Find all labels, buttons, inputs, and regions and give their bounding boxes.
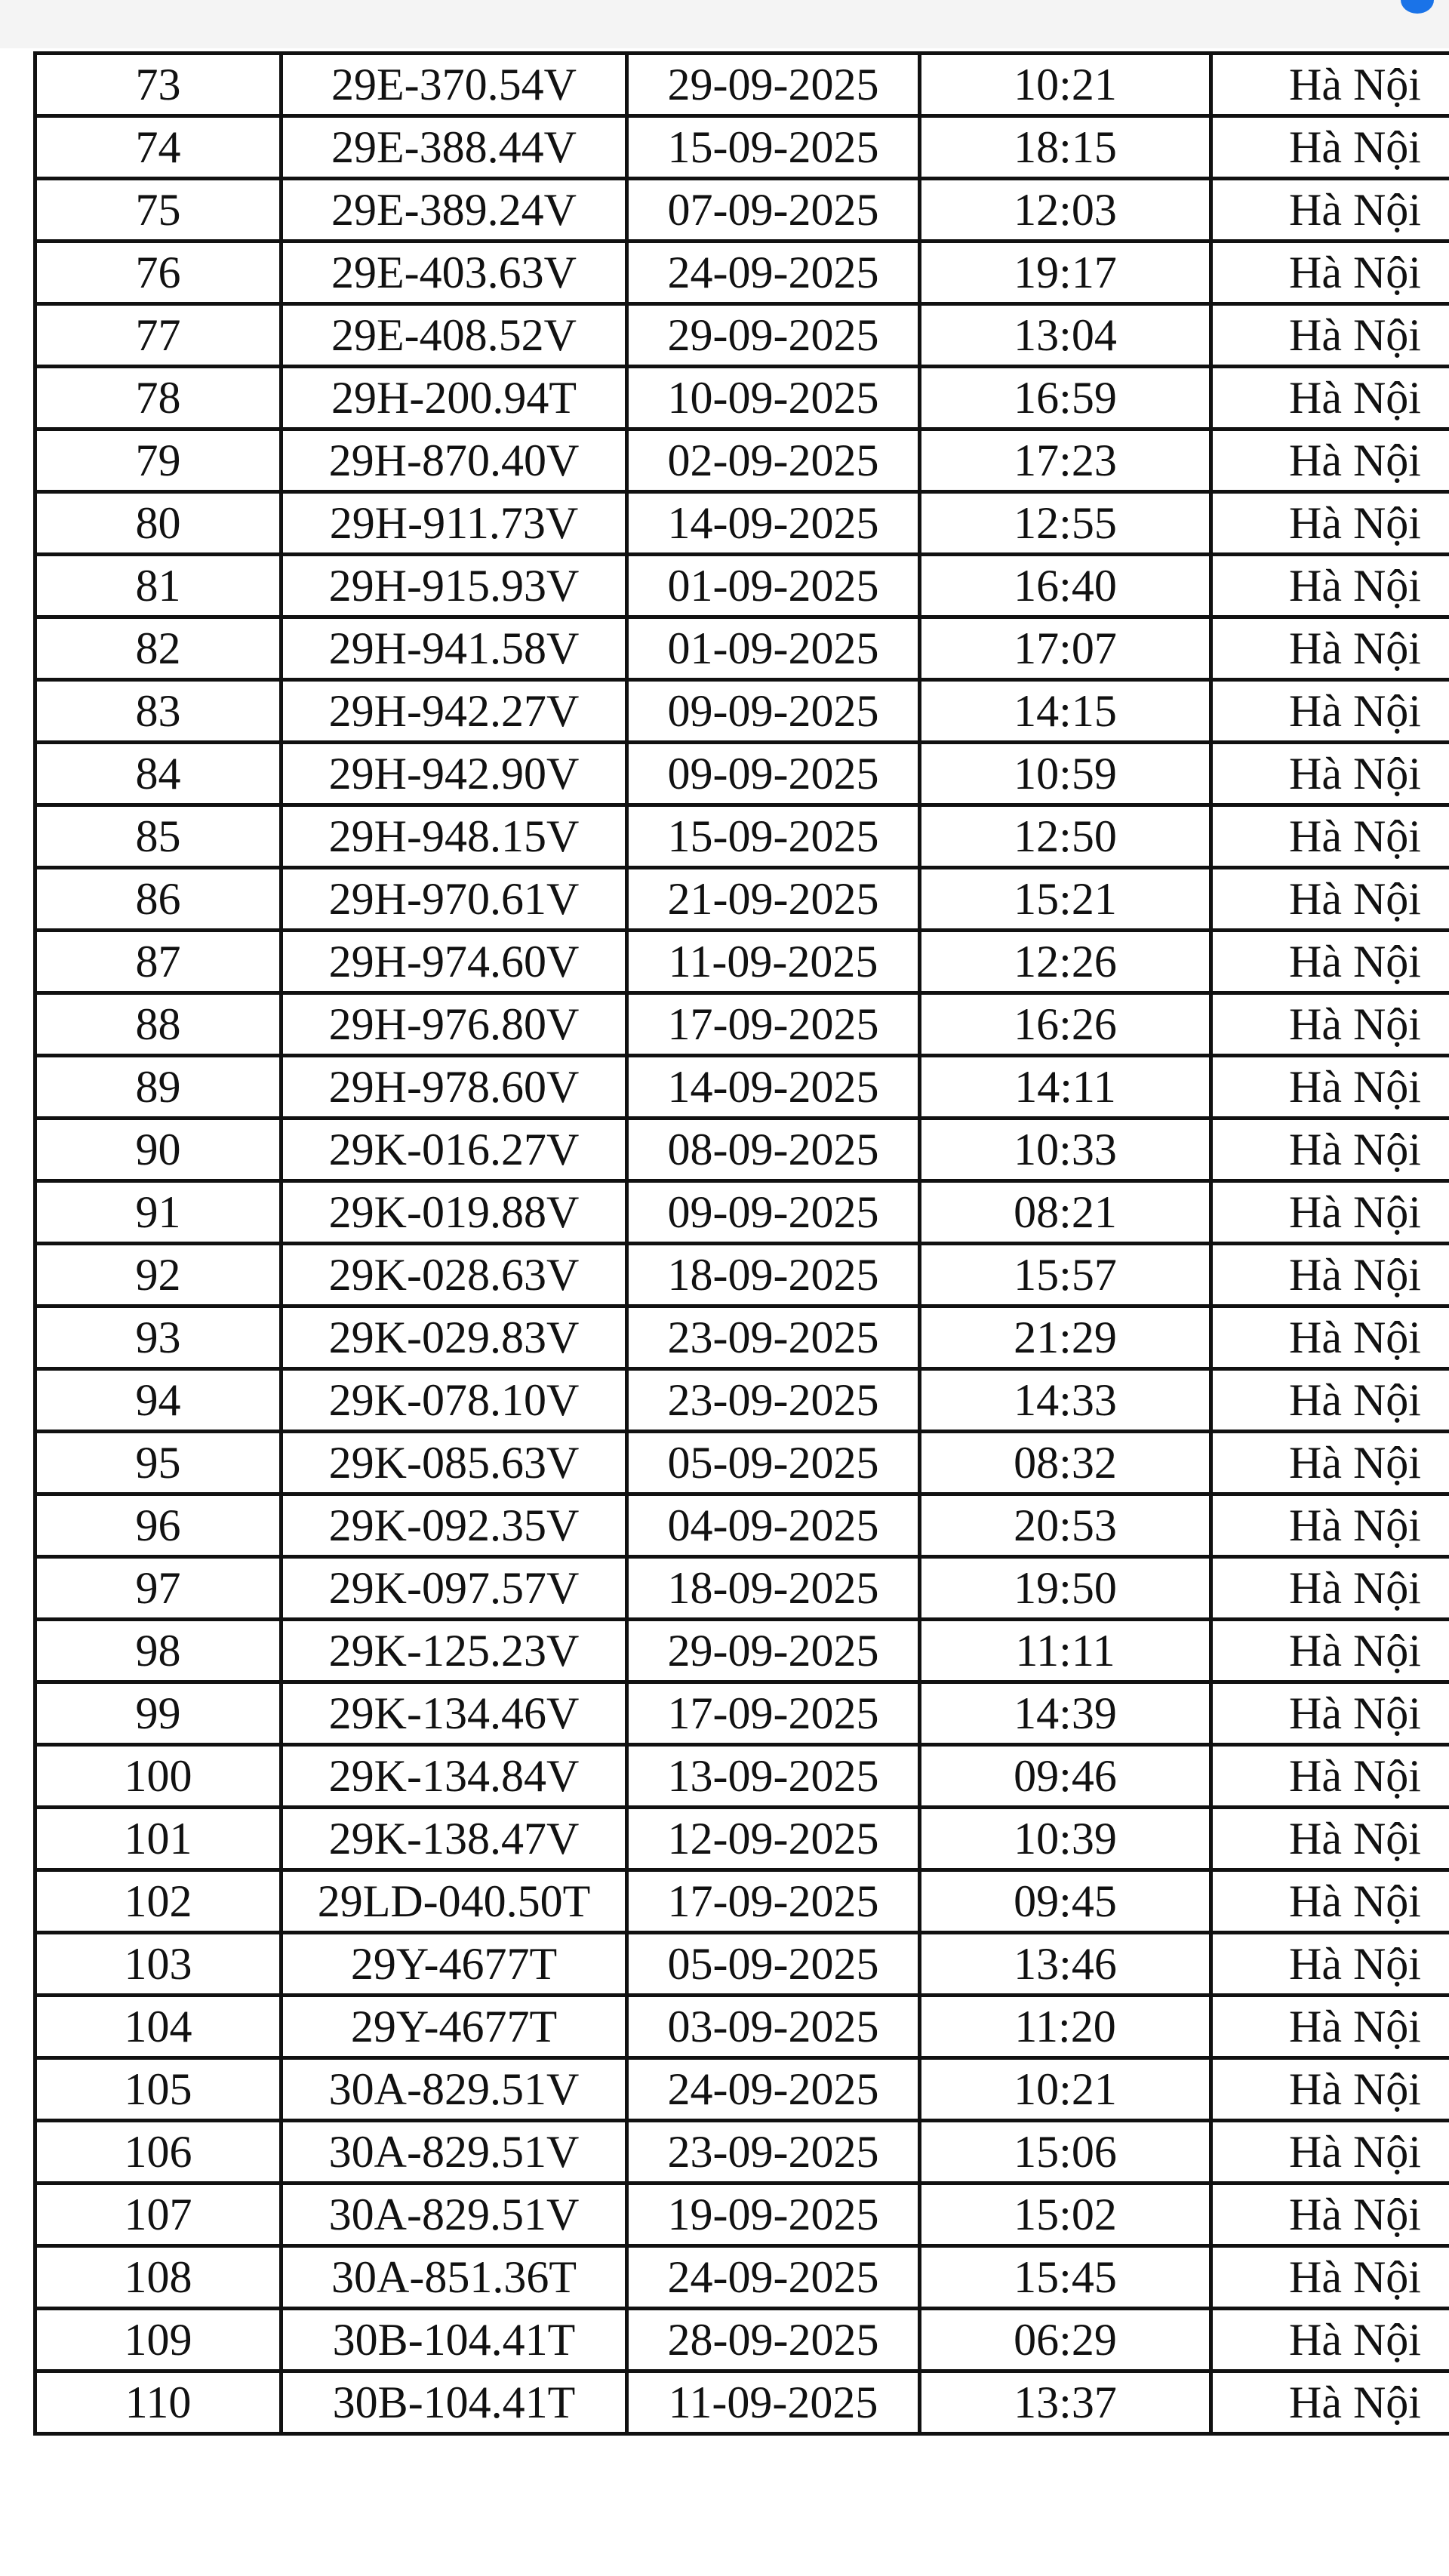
table-row [35, 1620, 1449, 1682]
date-cell: 23-09-2025 [627, 1306, 920, 1369]
top-toolbar [0, 0, 1449, 50]
row-number-cell: 79 [35, 429, 281, 492]
license-plate-cell: 30B-104.41T [281, 2371, 627, 2434]
date-cell: 05-09-2025 [627, 1432, 920, 1494]
time-cell: 14:11 [920, 1056, 1211, 1119]
row-number-cell: 109 [35, 2309, 281, 2371]
row-number-cell: 91 [35, 1181, 281, 1244]
time-cell: 12:26 [920, 931, 1211, 993]
location-cell: Hà Nội [1211, 2121, 1449, 2184]
license-plate-cell: 29LD-040.50T [281, 1870, 627, 1933]
date-cell: 17-09-2025 [627, 993, 920, 1056]
time-cell: 16:59 [920, 367, 1211, 429]
time-cell: 16:40 [920, 555, 1211, 617]
row-number-cell: 106 [35, 2121, 281, 2184]
table-row [35, 805, 1449, 868]
table-row [35, 1808, 1449, 1870]
row-number-cell: 90 [35, 1119, 281, 1181]
location-cell: Hà Nội [1211, 617, 1449, 680]
table-row [35, 1745, 1449, 1808]
table-row [35, 1306, 1449, 1369]
license-plate-cell: 29K-138.47V [281, 1808, 627, 1870]
time-cell: 12:50 [920, 805, 1211, 868]
date-cell: 23-09-2025 [627, 2121, 920, 2184]
violations-table [33, 51, 1449, 2436]
table-row [35, 680, 1449, 743]
license-plate-cell: 29E-388.44V [281, 116, 627, 179]
location-cell: Hà Nội [1211, 2184, 1449, 2246]
row-number-cell: 92 [35, 1244, 281, 1306]
time-cell: 14:33 [920, 1369, 1211, 1432]
table-row [35, 1557, 1449, 1620]
row-number-cell: 105 [35, 2058, 281, 2121]
location-cell: Hà Nội [1211, 743, 1449, 805]
table-row [35, 179, 1449, 242]
time-cell: 15:06 [920, 2121, 1211, 2184]
time-cell: 12:03 [920, 179, 1211, 242]
license-plate-cell: 29K-097.57V [281, 1557, 627, 1620]
location-cell: Hà Nội [1211, 1306, 1449, 1369]
location-cell: Hà Nội [1211, 304, 1449, 367]
license-plate-cell: 29E-389.24V [281, 179, 627, 242]
location-cell: Hà Nội [1211, 242, 1449, 304]
date-cell: 04-09-2025 [627, 1494, 920, 1557]
location-cell: Hà Nội [1211, 1933, 1449, 1996]
location-cell: Hà Nội [1211, 116, 1449, 179]
row-number-cell: 74 [35, 116, 281, 179]
time-cell: 08:32 [920, 1432, 1211, 1494]
license-plate-cell: 29H-915.93V [281, 555, 627, 617]
time-cell: 15:45 [920, 2246, 1211, 2309]
toolbar-action-icon[interactable] [1401, 0, 1434, 14]
table-row [35, 116, 1449, 179]
date-cell: 08-09-2025 [627, 1119, 920, 1181]
license-plate-cell: 29H-911.73V [281, 492, 627, 555]
location-cell: Hà Nội [1211, 2246, 1449, 2309]
date-cell: 03-09-2025 [627, 1996, 920, 2058]
date-cell: 21-09-2025 [627, 868, 920, 931]
date-cell: 12-09-2025 [627, 1808, 920, 1870]
date-cell: 09-09-2025 [627, 1181, 920, 1244]
license-plate-cell: 30A-829.51V [281, 2184, 627, 2246]
date-cell: 18-09-2025 [627, 1244, 920, 1306]
location-cell: Hà Nội [1211, 868, 1449, 931]
location-cell: Hà Nội [1211, 2058, 1449, 2121]
time-cell: 10:21 [920, 2058, 1211, 2121]
row-number-cell: 77 [35, 304, 281, 367]
row-number-cell: 78 [35, 367, 281, 429]
location-cell: Hà Nội [1211, 1119, 1449, 1181]
table-row [35, 2058, 1449, 2121]
time-cell: 11:11 [920, 1620, 1211, 1682]
table-row [35, 555, 1449, 617]
location-cell: Hà Nội [1211, 1244, 1449, 1306]
row-number-cell: 75 [35, 179, 281, 242]
license-plate-cell: 29E-408.52V [281, 304, 627, 367]
time-cell: 19:50 [920, 1557, 1211, 1620]
date-cell: 29-09-2025 [627, 304, 920, 367]
time-cell: 15:57 [920, 1244, 1211, 1306]
table-row [35, 1870, 1449, 1933]
time-cell: 13:04 [920, 304, 1211, 367]
table-row [35, 242, 1449, 304]
time-cell: 08:21 [920, 1181, 1211, 1244]
license-plate-cell: 30A-851.36T [281, 2246, 627, 2309]
location-cell: Hà Nội [1211, 931, 1449, 993]
license-plate-cell: 30B-104.41T [281, 2309, 627, 2371]
table-row [35, 1369, 1449, 1432]
location-cell: Hà Nội [1211, 1870, 1449, 1933]
license-plate-cell: 29H-948.15V [281, 805, 627, 868]
row-number-cell: 103 [35, 1933, 281, 1996]
license-plate-cell: 29H-200.94T [281, 367, 627, 429]
license-plate-cell: 29K-125.23V [281, 1620, 627, 1682]
location-cell: Hà Nội [1211, 805, 1449, 868]
table-row [35, 1244, 1449, 1306]
date-cell: 09-09-2025 [627, 743, 920, 805]
table-row [35, 2371, 1449, 2434]
location-cell: Hà Nội [1211, 1369, 1449, 1432]
table-row [35, 2246, 1449, 2309]
location-cell: Hà Nội [1211, 429, 1449, 492]
location-cell: Hà Nội [1211, 1682, 1449, 1745]
location-cell: Hà Nội [1211, 1494, 1449, 1557]
date-cell: 23-09-2025 [627, 1369, 920, 1432]
row-number-cell: 96 [35, 1494, 281, 1557]
row-number-cell: 89 [35, 1056, 281, 1119]
table-row [35, 54, 1449, 116]
table-row [35, 743, 1449, 805]
license-plate-cell: 29H-942.27V [281, 680, 627, 743]
time-cell: 13:46 [920, 1933, 1211, 1996]
time-cell: 09:46 [920, 1745, 1211, 1808]
location-cell: Hà Nội [1211, 179, 1449, 242]
time-cell: 18:15 [920, 116, 1211, 179]
date-cell: 15-09-2025 [627, 805, 920, 868]
license-plate-cell: 29H-976.80V [281, 993, 627, 1056]
license-plate-cell: 30A-829.51V [281, 2058, 627, 2121]
date-cell: 29-09-2025 [627, 1620, 920, 1682]
date-cell: 14-09-2025 [627, 492, 920, 555]
time-cell: 10:39 [920, 1808, 1211, 1870]
row-number-cell: 102 [35, 1870, 281, 1933]
time-cell: 11:20 [920, 1996, 1211, 2058]
location-cell: Hà Nội [1211, 2371, 1449, 2434]
license-plate-cell: 29K-092.35V [281, 1494, 627, 1557]
license-plate-cell: 29Y-4677T [281, 1933, 627, 1996]
date-cell: 29-09-2025 [627, 54, 920, 116]
license-plate-cell: 29H-942.90V [281, 743, 627, 805]
date-cell: 19-09-2025 [627, 2184, 920, 2246]
row-number-cell: 84 [35, 743, 281, 805]
date-cell: 15-09-2025 [627, 116, 920, 179]
license-plate-cell: 29H-870.40V [281, 429, 627, 492]
date-cell: 11-09-2025 [627, 2371, 920, 2434]
row-number-cell: 104 [35, 1996, 281, 2058]
table-row [35, 868, 1449, 931]
row-number-cell: 86 [35, 868, 281, 931]
row-number-cell: 82 [35, 617, 281, 680]
location-cell: Hà Nội [1211, 1808, 1449, 1870]
location-cell: Hà Nội [1211, 993, 1449, 1056]
time-cell: 14:15 [920, 680, 1211, 743]
date-cell: 24-09-2025 [627, 2246, 920, 2309]
row-number-cell: 73 [35, 54, 281, 116]
license-plate-cell: 29H-974.60V [281, 931, 627, 993]
location-cell: Hà Nội [1211, 1056, 1449, 1119]
row-number-cell: 99 [35, 1682, 281, 1745]
location-cell: Hà Nội [1211, 1557, 1449, 1620]
table-row [35, 2121, 1449, 2184]
date-cell: 11-09-2025 [627, 931, 920, 993]
time-cell: 12:55 [920, 492, 1211, 555]
row-number-cell: 95 [35, 1432, 281, 1494]
time-cell: 06:29 [920, 2309, 1211, 2371]
date-cell: 05-09-2025 [627, 1933, 920, 1996]
license-plate-cell: 29H-970.61V [281, 868, 627, 931]
table-row [35, 1119, 1449, 1181]
time-cell: 15:21 [920, 868, 1211, 931]
license-plate-cell: 30A-829.51V [281, 2121, 627, 2184]
date-cell: 24-09-2025 [627, 2058, 920, 2121]
row-number-cell: 93 [35, 1306, 281, 1369]
table-row [35, 1432, 1449, 1494]
date-cell: 02-09-2025 [627, 429, 920, 492]
table-row [35, 1056, 1449, 1119]
date-cell: 07-09-2025 [627, 179, 920, 242]
license-plate-cell: 29K-078.10V [281, 1369, 627, 1432]
date-cell: 01-09-2025 [627, 555, 920, 617]
date-cell: 17-09-2025 [627, 1682, 920, 1745]
time-cell: 15:02 [920, 2184, 1211, 2246]
date-cell: 09-09-2025 [627, 680, 920, 743]
table-row [35, 1996, 1449, 2058]
time-cell: 16:26 [920, 993, 1211, 1056]
date-cell: 10-09-2025 [627, 367, 920, 429]
table-row [35, 1682, 1449, 1745]
table-row [35, 1933, 1449, 1996]
license-plate-cell: 29K-028.63V [281, 1244, 627, 1306]
location-cell: Hà Nội [1211, 1181, 1449, 1244]
row-number-cell: 98 [35, 1620, 281, 1682]
row-number-cell: 80 [35, 492, 281, 555]
table-row [35, 2309, 1449, 2371]
location-cell: Hà Nội [1211, 367, 1449, 429]
license-plate-cell: 29E-403.63V [281, 242, 627, 304]
row-number-cell: 107 [35, 2184, 281, 2246]
location-cell: Hà Nội [1211, 1745, 1449, 1808]
row-number-cell: 97 [35, 1557, 281, 1620]
license-plate-cell: 29Y-4677T [281, 1996, 627, 2058]
date-cell: 24-09-2025 [627, 242, 920, 304]
license-plate-cell: 29E-370.54V [281, 54, 627, 116]
row-number-cell: 108 [35, 2246, 281, 2309]
location-cell: Hà Nội [1211, 2309, 1449, 2371]
license-plate-cell: 29H-978.60V [281, 1056, 627, 1119]
row-number-cell: 101 [35, 1808, 281, 1870]
time-cell: 17:07 [920, 617, 1211, 680]
license-plate-cell: 29K-085.63V [281, 1432, 627, 1494]
time-cell: 09:45 [920, 1870, 1211, 1933]
date-cell: 17-09-2025 [627, 1870, 920, 1933]
row-number-cell: 85 [35, 805, 281, 868]
license-plate-cell: 29H-941.58V [281, 617, 627, 680]
table-row [35, 931, 1449, 993]
table-row [35, 429, 1449, 492]
row-number-cell: 81 [35, 555, 281, 617]
date-cell: 18-09-2025 [627, 1557, 920, 1620]
time-cell: 20:53 [920, 1494, 1211, 1557]
row-number-cell: 76 [35, 242, 281, 304]
time-cell: 19:17 [920, 242, 1211, 304]
license-plate-cell: 29K-016.27V [281, 1119, 627, 1181]
time-cell: 10:21 [920, 54, 1211, 116]
time-cell: 17:23 [920, 429, 1211, 492]
time-cell: 13:37 [920, 2371, 1211, 2434]
table-row [35, 1181, 1449, 1244]
location-cell: Hà Nội [1211, 680, 1449, 743]
row-number-cell: 88 [35, 993, 281, 1056]
table-row [35, 367, 1449, 429]
table-row [35, 304, 1449, 367]
table-body [35, 54, 1449, 2434]
table-row [35, 1494, 1449, 1557]
time-cell: 14:39 [920, 1682, 1211, 1745]
location-cell: Hà Nội [1211, 555, 1449, 617]
location-cell: Hà Nội [1211, 1432, 1449, 1494]
row-number-cell: 100 [35, 1745, 281, 1808]
table-row [35, 617, 1449, 680]
time-cell: 10:59 [920, 743, 1211, 805]
location-cell: Hà Nội [1211, 1996, 1449, 2058]
license-plate-cell: 29K-134.84V [281, 1745, 627, 1808]
row-number-cell: 110 [35, 2371, 281, 2434]
table-row [35, 993, 1449, 1056]
table-row [35, 2184, 1449, 2246]
row-number-cell: 83 [35, 680, 281, 743]
date-cell: 14-09-2025 [627, 1056, 920, 1119]
location-cell: Hà Nội [1211, 492, 1449, 555]
date-cell: 01-09-2025 [627, 617, 920, 680]
location-cell: Hà Nội [1211, 1620, 1449, 1682]
table-row [35, 492, 1449, 555]
license-plate-cell: 29K-134.46V [281, 1682, 627, 1745]
license-plate-cell: 29K-019.88V [281, 1181, 627, 1244]
row-number-cell: 94 [35, 1369, 281, 1432]
time-cell: 21:29 [920, 1306, 1211, 1369]
row-number-cell: 87 [35, 931, 281, 993]
date-cell: 28-09-2025 [627, 2309, 920, 2371]
document-page [0, 48, 1449, 2576]
time-cell: 10:33 [920, 1119, 1211, 1181]
location-cell: Hà Nội [1211, 54, 1449, 116]
license-plate-cell: 29K-029.83V [281, 1306, 627, 1369]
date-cell: 13-09-2025 [627, 1745, 920, 1808]
